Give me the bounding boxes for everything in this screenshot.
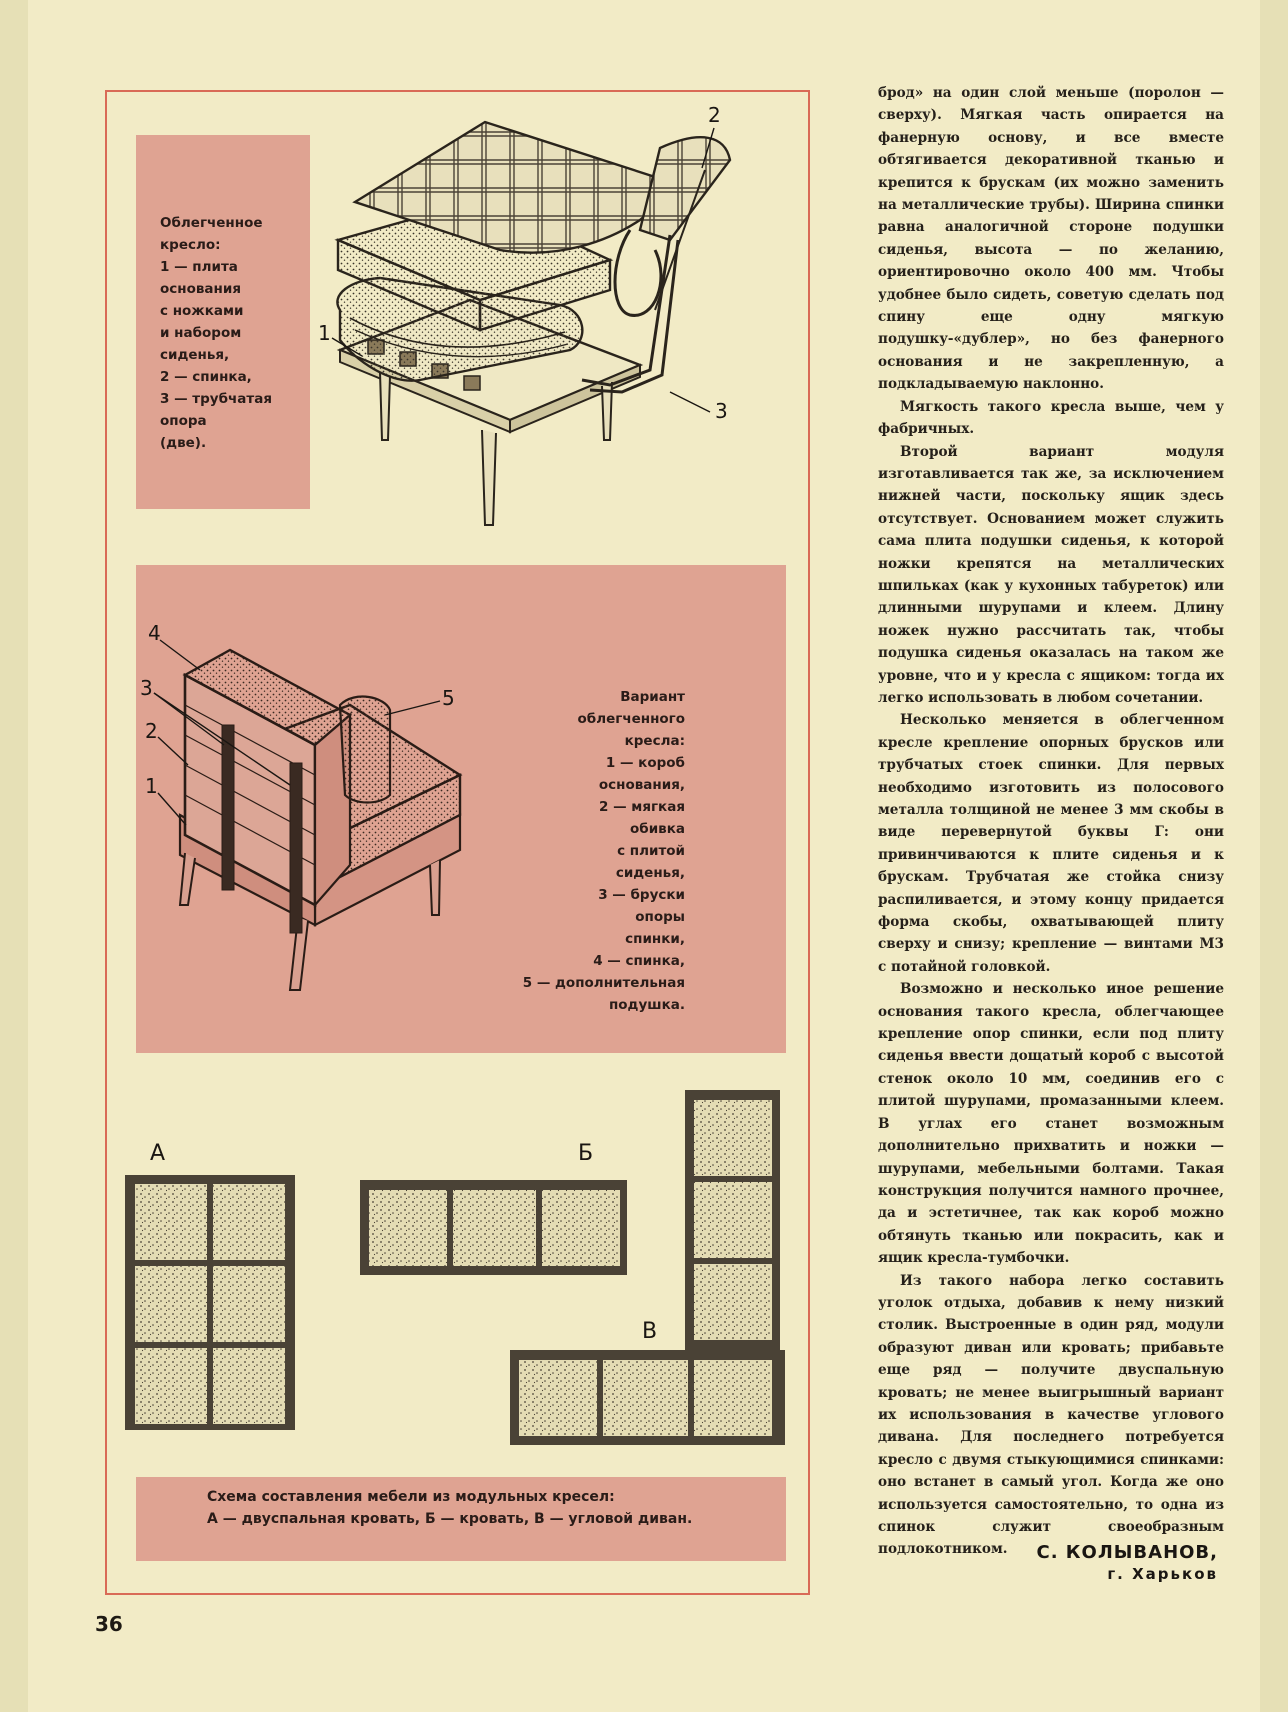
module [213, 1348, 285, 1424]
label-1: 1 [145, 774, 158, 798]
article-text [878, 82, 1224, 1561]
leg [482, 430, 496, 525]
author-signature [1036, 1542, 1218, 1583]
article-paragraph: Несколько меняется в облегченном кресле крепление опорных брусков или трубчатых стоек спинки. Для первых необходимо изготовить из полосового металла толщиной не менее 3 мм скобы в виде перевернутой буквы Г: они привинчиваются к плите сиденья и к брускам. Трубчатая же стойка снизу распиливается, и этому концу придается форма скобы, охватывающей плиту сверху и снизу; крепление — винтами М3 с потайной головкой. [878, 712, 1224, 975]
support-bar [222, 725, 234, 890]
scheme-a-label: А [150, 1141, 166, 1166]
module [603, 1360, 688, 1436]
label-2: 2 [708, 103, 721, 127]
caption-line: кресла: [624, 733, 685, 749]
figure1-caption [160, 212, 310, 454]
module [542, 1190, 620, 1266]
label-3: 3 [715, 399, 728, 423]
module [453, 1190, 536, 1266]
module [213, 1184, 285, 1260]
caption-line: опоры [635, 909, 685, 925]
caption-line: 4 — спинка, [593, 953, 685, 969]
caption-line: 5 — дополнительная [522, 975, 685, 991]
caption-line: Схема составления мебели из модульных кресел: [207, 1489, 615, 1505]
label-2: 2 [145, 719, 158, 743]
author-name: С. КОЛЫВАНОВ, [1036, 1542, 1218, 1563]
extra-cushion [340, 697, 390, 803]
caption-line: 1 — плита [160, 259, 238, 275]
tube-support [615, 230, 661, 315]
figure1-exploded-chair-drawing [310, 100, 810, 540]
caption-line: Облегченное [160, 215, 263, 231]
module [213, 1266, 285, 1342]
caption-line: кресло: [160, 237, 221, 253]
caption-line: опора [160, 413, 207, 429]
caption-line: с плитой [617, 843, 685, 859]
label-4: 4 [148, 621, 161, 645]
module [694, 1264, 772, 1340]
caption-line: 1 — короб [605, 755, 685, 771]
figure3-caption [207, 1486, 777, 1530]
support-bar [290, 763, 302, 933]
label-3: 3 [140, 676, 153, 700]
module [135, 1184, 207, 1260]
caption-line: основания, [598, 777, 685, 793]
leg [380, 372, 390, 440]
label-1: 1 [318, 321, 331, 345]
caption-line: 3 — бруски [598, 887, 685, 903]
article-paragraph: Из такого набора легко составить уголок отдыха, добавив к нему низкий столик. Выстроенные в один ряд, модули образуют диван или кровать; прибавьте еще ряд — получите двуспальную кровать; не менее выигрышный вариант их использования в качестве углового дивана. Для последнего потребуется кресло с двумя стыкующимися спинками: оно встанет в самый угол. Когда же оно используется самостоятельно, то одна из спинок служит своеобразным подлокотником. [878, 1272, 1224, 1558]
module [694, 1100, 772, 1176]
caption-line: сиденья, [615, 865, 685, 881]
article-paragraph: Мягкость такого кресла выше, чем у фабричных. [878, 398, 1224, 438]
module [694, 1360, 772, 1436]
page-number: 36 [95, 1612, 123, 1636]
caption-line: основания [160, 281, 241, 297]
caption-line: 2 — мягкая [599, 799, 685, 815]
caption-line: (две). [160, 435, 207, 451]
caption-line: А — двуспальная кровать, Б — кровать, В — угловой диван. [207, 1511, 693, 1527]
caption-line: и набором [160, 325, 242, 341]
caption-line: Вариант [620, 689, 685, 705]
caption-line: обивка [630, 821, 685, 837]
article-paragraph: Возможно и несколько иное решение основания такого кресла, облегчающее крепление опор спинки, если под плиту сиденья ввести дощатый короб с высотой стенок около 10 мм, соединив его с плитой шурупами, промазанными клеем. В углах его станет возможным дополнительно прихватить и ножки — шурупами, мебельными болтами. Такая конструкция получится намного прочнее, да и эстетичнее, так как короб можно обтянуть тканью или покрасить, как и ящик кресла-тумбочки. [878, 981, 1224, 1267]
scheme-v-label: В [642, 1319, 658, 1344]
caption-line: сиденья, [160, 347, 230, 363]
scheme-b-label: Б [578, 1141, 594, 1166]
figure2-caption [475, 686, 685, 1016]
caption-line: с ножками [160, 303, 244, 319]
article-paragraph: брод» на один слой меньше (поролон — сверху). Мягкая часть опирается на фанерную основу, и все вместе обтягивается декоративной тканью и крепится к брускам (их можно заменить на металлические трубы). Ширина спинки равна аналогичной стороне подушки сиденья, высота — по желанию, ориентировочно около 400 мм. Чтобы удобнее было сидеть, советую сделать под спину еще одну мягкую подушку-«дублер», но без фанерного основания и не закрепленную, а подкладываемую наклонно. [878, 85, 1224, 393]
caption-line: облегченного [577, 711, 685, 727]
module [135, 1348, 207, 1424]
caption-line: спинки, [625, 931, 685, 947]
caption-line: 3 — трубчатая [160, 391, 272, 407]
label-5: 5 [442, 686, 455, 710]
module [135, 1266, 207, 1342]
caption-line: 2 — спинка, [160, 369, 252, 385]
article-paragraph: Второй вариант модуля изготавливается так же, за исключением нижней части, поскольку ящик здесь отсутствует. Основанием может служить сама плита подушки сиденья, к которой ножки крепятся на металлических шпильках (как у кухонных табуреток) или длинными шурупами и клеем. Длину ножек нужно рассчитать так, чтобы подушка сиденья оказалась на таком же уровне, что и у кресла с ящиком: тогда их легко использовать в любом сочетании. [878, 443, 1224, 706]
figure2-chair-variant-drawing [140, 615, 480, 1020]
module [369, 1190, 447, 1266]
module [694, 1182, 772, 1258]
module [519, 1360, 597, 1436]
caption-line: подушка. [608, 997, 685, 1013]
author-city: г. Харьков [1107, 1565, 1218, 1583]
figure3-module-schemes [115, 1080, 795, 1475]
